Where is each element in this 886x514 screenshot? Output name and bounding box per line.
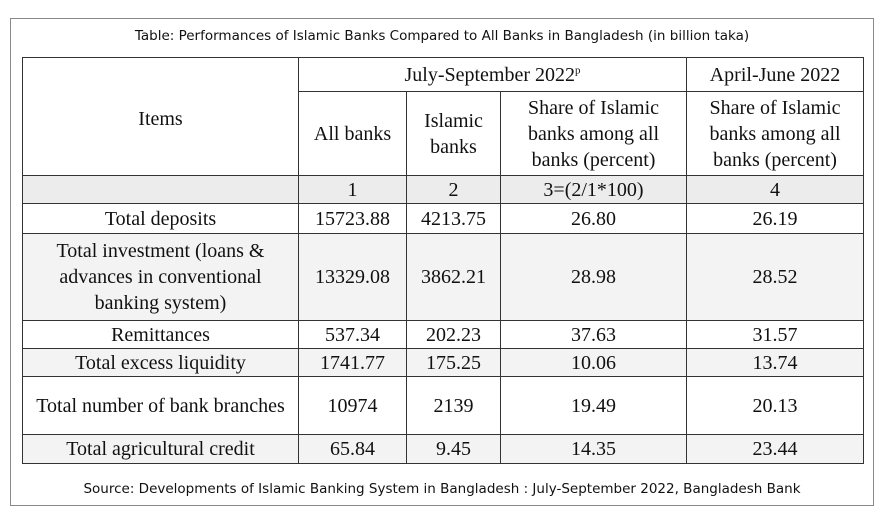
cell-share-q2: 26.19 [687,204,864,234]
period-header-q3-label: July-September 2022 [404,63,576,86]
period-header-q3 [299,58,687,92]
col-number-1: 1 [299,176,407,204]
table-row [23,349,864,377]
cell-all-banks: 65.84 [299,435,407,464]
table-caption: Table: Performances of Islamic Banks Compared to All Banks in Bangladesh (in billion taka) [134,28,750,44]
col-number-4: 4 [687,176,864,204]
cell-islamic-banks: 175.25 [407,349,501,377]
islamic-banks-table [22,57,864,464]
cell-all-banks: 537.34 [299,321,407,349]
header-row-numbers [23,176,864,204]
items-header: Items [23,58,299,176]
cell-share-q2: 13.74 [687,349,864,377]
table-source: Source: Developments of Islamic Banking System in Bangladesh : July-September 2022, Bangladesh Bank [83,481,801,497]
row-item: Total investment (loans & advances in conventional banking system) [23,234,299,321]
row-item: Total agricultural credit [23,435,299,464]
table-row [23,321,864,349]
table-row [23,377,864,435]
cell-all-banks: 15723.88 [299,204,407,234]
cell-islamic-banks: 202.23 [407,321,501,349]
cell-islamic-banks: 9.45 [407,435,501,464]
col-header-islamic-banks: Islamic banks [407,92,501,176]
table-figure [10,18,874,506]
cell-share-q3: 10.06 [501,349,687,377]
cell-share-q2: 28.52 [687,234,864,321]
table-row [23,234,864,321]
col-number-blank [23,176,299,204]
col-header-all-banks: All banks [299,92,407,176]
col-header-share-q3: Share of Islamic banks among all banks (percent) [501,92,687,176]
cell-share-q3: 26.80 [501,204,687,234]
row-item: Total number of bank branches [23,377,299,435]
col-header-share-q2: Share of Islamic banks among all banks (percent) [687,92,864,176]
cell-share-q3: 19.49 [501,377,687,435]
cell-share-q2: 20.13 [687,377,864,435]
cell-share-q3: 14.35 [501,435,687,464]
row-item: Total deposits [23,204,299,234]
table-row [23,204,864,234]
header-row-periods [23,58,864,92]
row-item: Remittances [23,321,299,349]
cell-share-q2: 23.44 [687,435,864,464]
row-item: Total excess liquidity [23,349,299,377]
table-row [23,435,864,464]
col-number-3: 3=(2/1*100) [501,176,687,204]
col-number-2: 2 [407,176,501,204]
cell-all-banks: 13329.08 [299,234,407,321]
cell-all-banks: 10974 [299,377,407,435]
cell-share-q3: 28.98 [501,234,687,321]
cell-islamic-banks: 4213.75 [407,204,501,234]
cell-islamic-banks: 3862.21 [407,234,501,321]
provisional-marker: p [575,63,581,76]
cell-islamic-banks: 2139 [407,377,501,435]
cell-share-q3: 37.63 [501,321,687,349]
period-header-q2: April-June 2022 [687,58,864,92]
cell-all-banks: 1741.77 [299,349,407,377]
cell-share-q2: 31.57 [687,321,864,349]
